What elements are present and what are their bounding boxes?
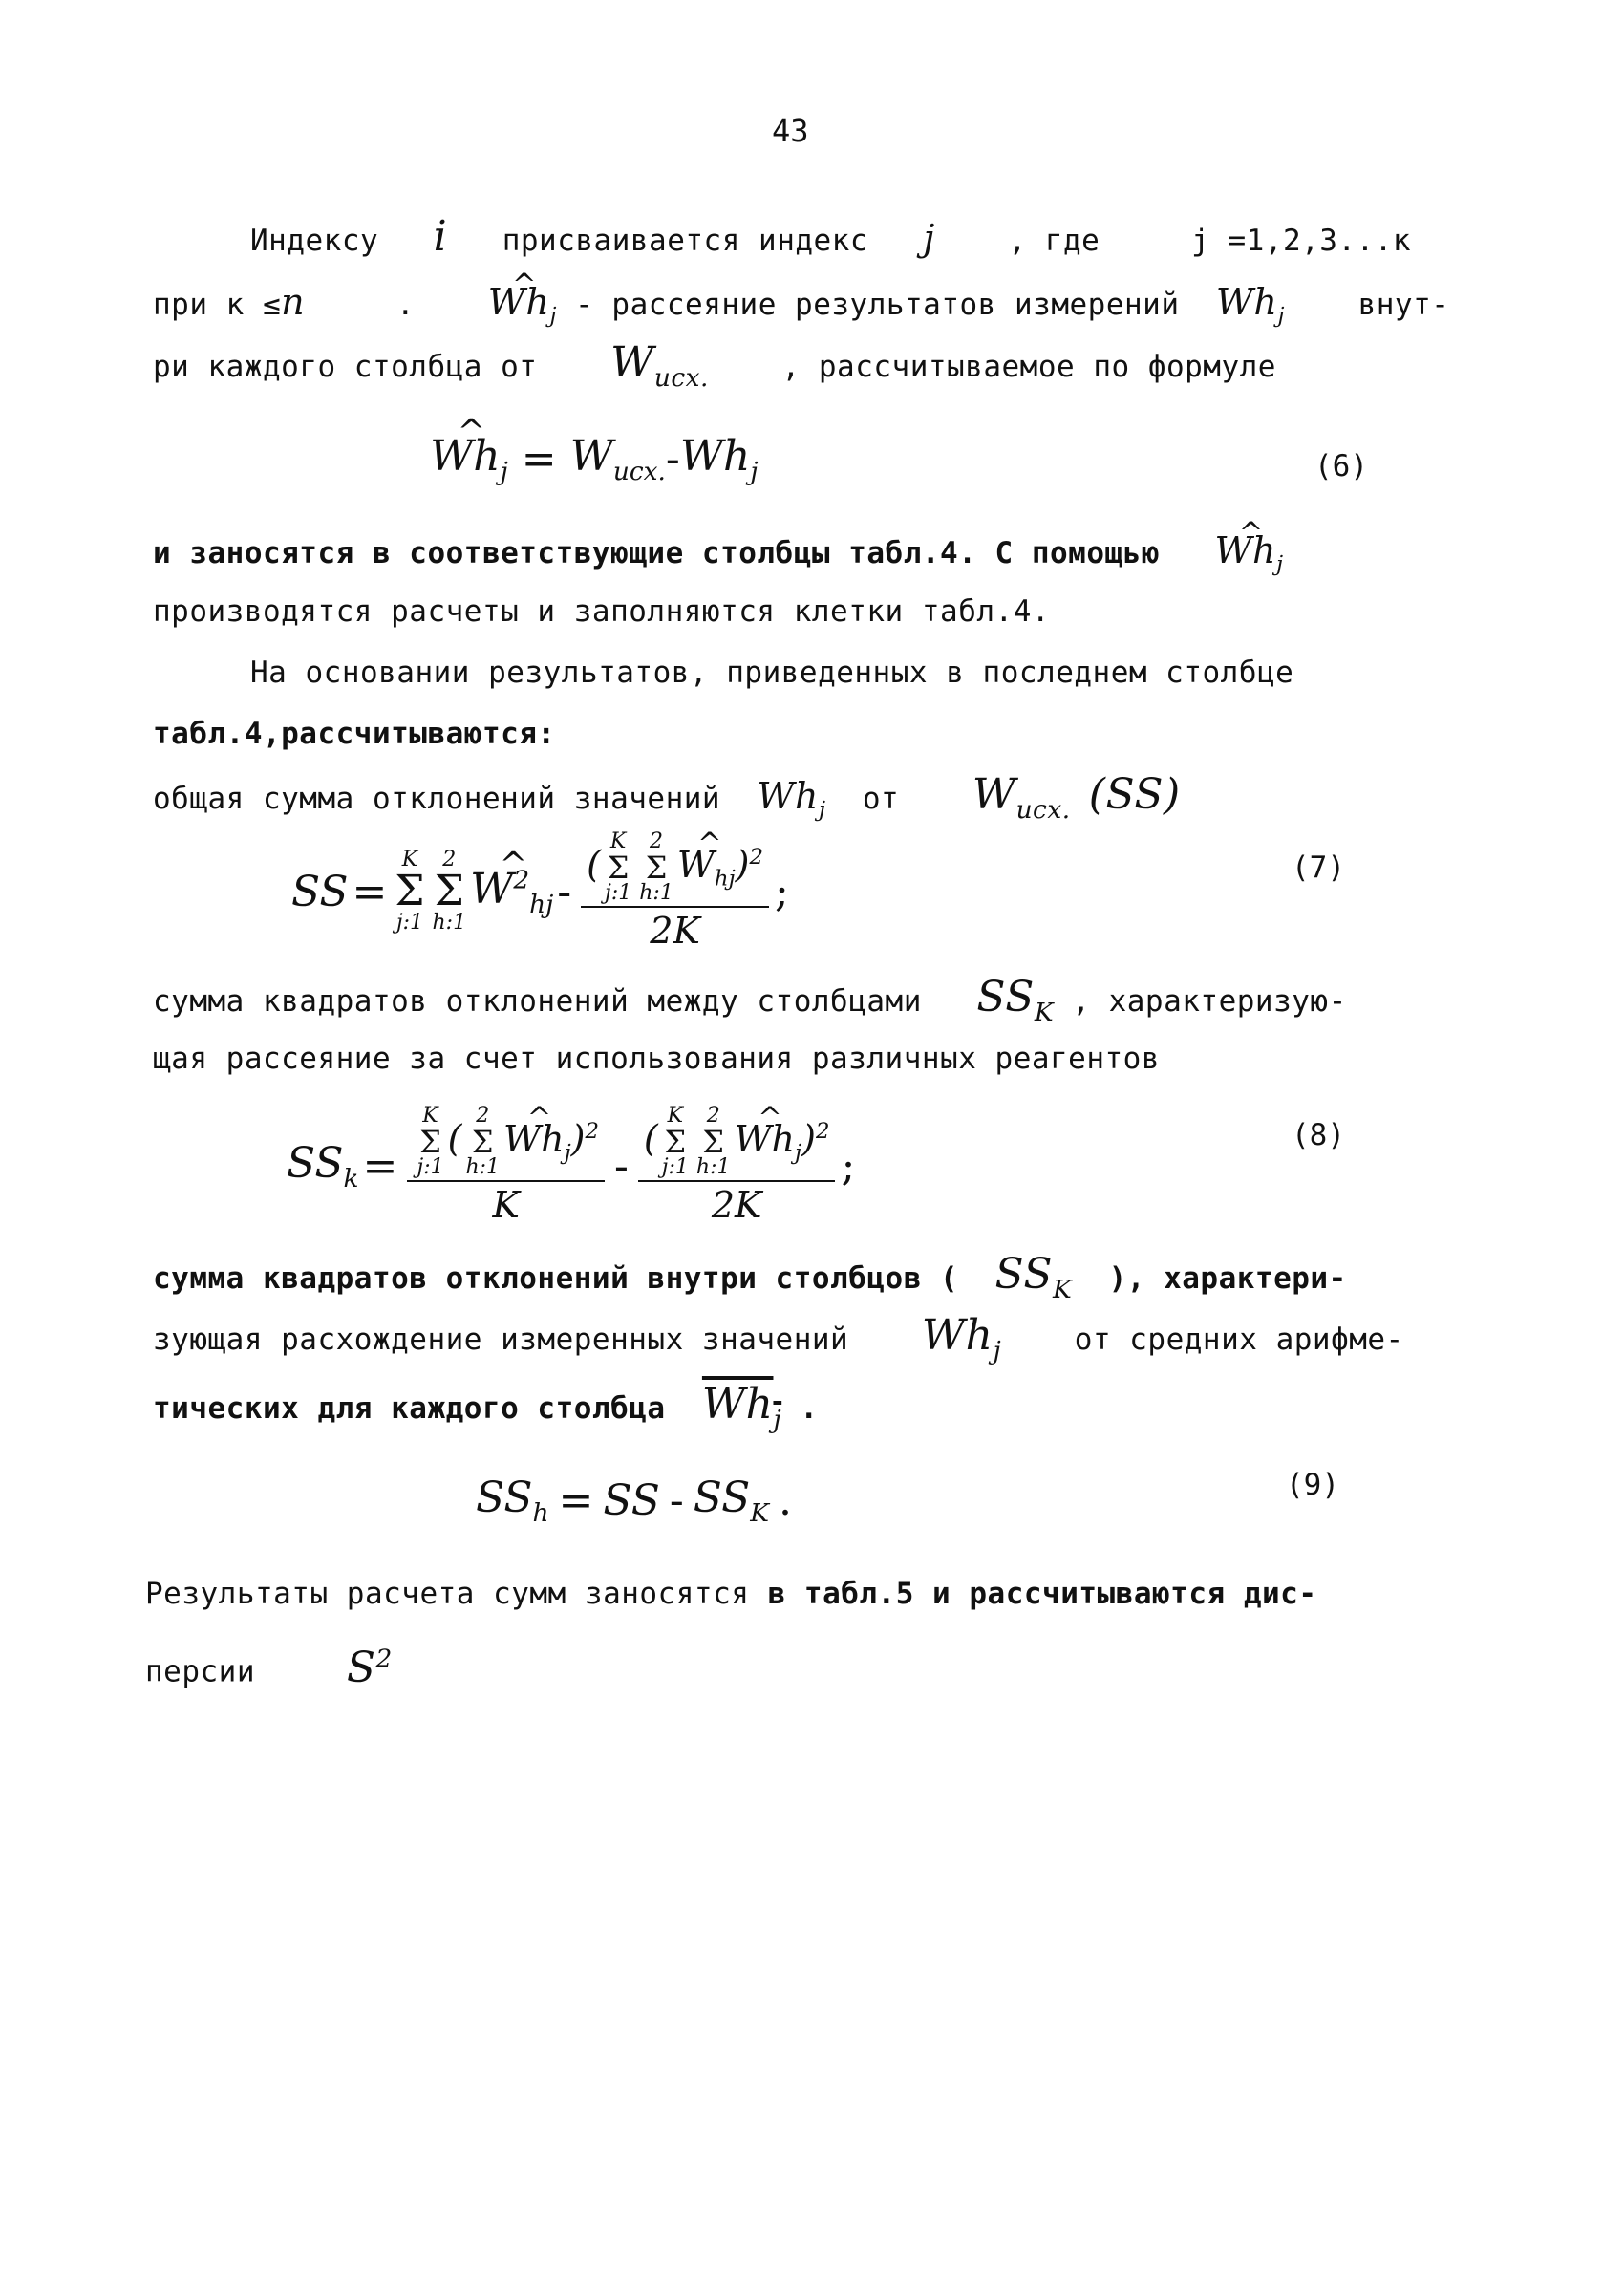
- text: Результаты расчета сумм заносятся: [145, 1577, 750, 1611]
- text: , характеризую-: [1072, 984, 1347, 1019]
- symbol-s-squared: [347, 1644, 393, 1692]
- sigma-icon: Σ: [607, 850, 630, 886]
- numerator: K Σ j:1 ( 2 Σ h:1 ^ $Wh_j)^2$: [407, 1106, 605, 1182]
- sub-j: j: [728, 866, 736, 892]
- eq6-lhs: [430, 432, 508, 486]
- sub-j: j: [545, 889, 554, 919]
- sub: j: [1277, 303, 1285, 329]
- eq7-equals: =: [352, 867, 388, 916]
- symbol-w-isx: [972, 770, 1071, 825]
- exp: 2: [749, 844, 763, 870]
- sigma-icon: Σ: [395, 867, 425, 915]
- sym: Wh: [701, 1380, 774, 1429]
- eq7-semicolon: ;: [774, 867, 789, 916]
- denominator: 2K: [711, 1184, 762, 1226]
- sub: h: [532, 1497, 549, 1528]
- para1-line3: [153, 338, 1276, 398]
- para3-line2: табл.4,рассчитываются:: [153, 717, 556, 751]
- sym: Wh: [734, 1117, 796, 1160]
- symbol-n: n: [281, 281, 306, 323]
- sub: h: [529, 889, 546, 919]
- text: .: [395, 288, 416, 322]
- sum-j: [417, 1106, 443, 1178]
- text: Индексу: [250, 224, 379, 258]
- sigma-icon: Σ: [645, 850, 668, 886]
- sym: SS: [994, 1250, 1054, 1299]
- eq7-sum-j: [395, 850, 424, 934]
- equation-9-number: (9): [1286, 1468, 1339, 1502]
- sym: Wh: [921, 1311, 994, 1360]
- sym: SS: [476, 1473, 533, 1522]
- sym: Wh: [503, 1117, 565, 1160]
- lower-limit: h:1: [639, 881, 673, 905]
- sub: j: [795, 1140, 802, 1166]
- sym: W: [470, 864, 514, 914]
- sub: j: [750, 456, 759, 486]
- sym: Wh: [757, 775, 819, 817]
- numerator: ( K Σ j:1 2 Σ h:1 ^ $W_{hj})^2$: [581, 831, 769, 908]
- text: от средних арифме-: [1074, 1323, 1404, 1357]
- sub: j: [500, 456, 508, 486]
- sigma-icon: Σ: [471, 1124, 494, 1160]
- lower-limit: j:1: [661, 1155, 689, 1179]
- text: ри каждого столбца от: [153, 350, 538, 384]
- eq6-whj: [680, 432, 759, 486]
- upper-limit: K: [422, 1104, 438, 1128]
- text: j =1,2,3...к: [1191, 224, 1412, 258]
- sigma-icon: Σ: [702, 1124, 725, 1160]
- lower-limit: h:1: [695, 1155, 731, 1179]
- sub: j: [564, 1140, 571, 1166]
- sym: SS: [976, 973, 1035, 1022]
- numerator: ( K Σ j:1 2 Σ h:1 ^ $Wh_j)^2$: [638, 1106, 836, 1182]
- symbol-ss-k: [976, 973, 1055, 1027]
- para5-line2: [153, 1311, 1404, 1370]
- text: общая сумма отклонений значений: [153, 782, 721, 816]
- eq6-w-isx: [570, 432, 666, 486]
- lower-limit: j:1: [417, 1155, 444, 1179]
- eq9-ss-h: [476, 1473, 549, 1528]
- eq7-what: [470, 865, 553, 919]
- symbol-ss: (SS): [1088, 770, 1181, 819]
- symbol-whj: [757, 775, 826, 823]
- text: зующая расхождение измеренных значений: [153, 1323, 849, 1357]
- sub: K: [1053, 1274, 1073, 1304]
- para5-line1: [153, 1250, 1347, 1309]
- sum-h: [465, 1106, 500, 1178]
- text: и заносятся в соответствующие столбцы табл.4. С помощью: [153, 536, 1160, 570]
- text: присваивается индекс: [502, 224, 869, 258]
- equation-6: [430, 430, 759, 487]
- lower-limit: j:1: [605, 881, 632, 905]
- sub: исх.: [612, 456, 666, 486]
- eq9-minus: -: [669, 1475, 684, 1525]
- eq7-minus: -: [557, 867, 572, 916]
- upper-limit: K: [667, 1104, 684, 1128]
- sub: j: [773, 1404, 782, 1434]
- eq6-minus: -: [665, 434, 680, 484]
- sub: h: [714, 866, 729, 892]
- exp: 2: [375, 1644, 393, 1673]
- para5-line3: [153, 1380, 819, 1439]
- symbol-i: i: [433, 212, 448, 261]
- symbol-what-hj: [488, 283, 557, 335]
- para2-line1: [153, 531, 1284, 584]
- eq8-minus: -: [613, 1141, 629, 1191]
- sym: Wh: [679, 431, 751, 481]
- eq8-equals: =: [362, 1141, 398, 1191]
- what: [735, 1118, 802, 1166]
- eq6-equals: =: [521, 434, 557, 484]
- symbol-j: j: [923, 217, 935, 259]
- eq8-semicolon: ;: [841, 1141, 856, 1191]
- equation-7: [291, 829, 789, 954]
- sym: W: [676, 843, 715, 886]
- eq9-equals: =: [558, 1475, 594, 1525]
- exp: 2: [513, 864, 530, 894]
- text: .: [800, 1391, 819, 1426]
- exp: 2: [815, 1118, 830, 1144]
- text: персии: [145, 1654, 255, 1689]
- upper-limit: 2: [650, 829, 664, 853]
- para3-line1: На основании результатов, приведенных в последнем столбце: [250, 656, 1294, 690]
- eq7-lhs: SS: [291, 867, 349, 916]
- text: при к ≤: [153, 288, 282, 322]
- symbol-whj: [1215, 281, 1285, 329]
- eq7-fraction: [581, 831, 769, 952]
- sigma-icon: Σ: [419, 1124, 441, 1160]
- para2-line2: производятся расчеты и заполняются клетки табл.4.: [153, 594, 1051, 629]
- eq7-sum-h: [433, 850, 467, 934]
- upper-limit: K: [401, 848, 418, 871]
- sub: исх.: [653, 362, 709, 393]
- denominator: 2K: [650, 910, 700, 952]
- eq8-fraction-1: [407, 1106, 605, 1226]
- sym: S: [346, 1643, 376, 1692]
- para1-line2: [153, 283, 1449, 335]
- page-number: 43: [772, 113, 809, 149]
- eq9-ss-k: [694, 1473, 769, 1528]
- symbol-ss-k: [994, 1250, 1073, 1304]
- sym: W: [972, 770, 1016, 819]
- lower-limit: h:1: [432, 911, 467, 935]
- sigma-icon: Σ: [664, 1124, 687, 1160]
- eq9-period: .: [779, 1475, 793, 1525]
- what: [677, 844, 736, 892]
- lower-limit: j:1: [395, 911, 424, 935]
- sub: K: [750, 1497, 770, 1528]
- eq8-lhs: [287, 1139, 359, 1194]
- equation-7-number: (7): [1292, 850, 1345, 885]
- para6-line2: [145, 1640, 393, 1691]
- sum-j: [662, 1106, 689, 1178]
- eq8-fraction-2: [638, 1106, 836, 1226]
- equation-9: [476, 1472, 792, 1529]
- sym: Wh: [430, 431, 501, 481]
- symbol-what-hj: [1215, 531, 1284, 584]
- sym: W: [569, 431, 613, 481]
- sym: Wh: [1214, 529, 1277, 571]
- sub: j: [1276, 551, 1284, 577]
- sub: k: [343, 1163, 359, 1194]
- text: внут-: [1357, 288, 1450, 322]
- sigma-icon: Σ: [434, 867, 464, 915]
- text: ), характери-: [1108, 1261, 1347, 1296]
- what: [503, 1118, 571, 1166]
- sym: W: [610, 338, 654, 387]
- lower-limit: h:1: [465, 1155, 501, 1179]
- text: - рассеяние результатов измерений: [575, 288, 1180, 322]
- sum-h: [696, 1106, 731, 1178]
- para3-line3: [153, 770, 1181, 829]
- text-bold: в табл.5 и рассчитываются дис-: [767, 1577, 1317, 1611]
- sum-j: [605, 831, 631, 904]
- upper-limit: 2: [476, 1104, 490, 1128]
- para6-line1: [145, 1575, 1317, 1613]
- symbol-whj: [921, 1311, 1002, 1366]
- sub: j: [818, 797, 826, 823]
- sym: SS: [693, 1473, 751, 1522]
- eq9-ss: SS: [603, 1475, 660, 1525]
- equation-8: [287, 1099, 855, 1233]
- upper-limit: 2: [442, 848, 457, 871]
- text: тических для каждого столбца: [153, 1391, 666, 1426]
- text: , где: [1008, 224, 1100, 258]
- upper-limit: K: [609, 829, 627, 853]
- para1-line1: [250, 212, 1412, 261]
- exp: 2: [585, 1118, 599, 1144]
- sym: Wh: [1215, 281, 1278, 323]
- denominator: K: [492, 1184, 520, 1226]
- sym: Wh: [487, 281, 550, 323]
- text: от: [862, 782, 900, 816]
- equation-8-number: (8): [1292, 1118, 1345, 1152]
- sub: j: [549, 303, 557, 329]
- text: , рассчитываемое по формуле: [781, 350, 1276, 384]
- sum-h: [639, 831, 673, 904]
- sub: j: [993, 1335, 1002, 1366]
- equation-6-number: (6): [1314, 449, 1368, 484]
- sub: исх.: [1015, 794, 1071, 825]
- symbol-whj-mean: [701, 1380, 782, 1434]
- sym: SS: [287, 1138, 344, 1188]
- para4-line1: [153, 973, 1347, 1032]
- symbol-w-isx: [610, 338, 709, 393]
- upper-limit: 2: [706, 1104, 720, 1128]
- text: сумма квадратов отклонений между столбцами: [153, 984, 922, 1019]
- text: сумма квадратов отклонений внутри столбцов (: [153, 1261, 959, 1296]
- para4-line2: щая рассеяние за счет использования различных реагентов: [153, 1042, 1160, 1076]
- sub: K: [1034, 997, 1055, 1027]
